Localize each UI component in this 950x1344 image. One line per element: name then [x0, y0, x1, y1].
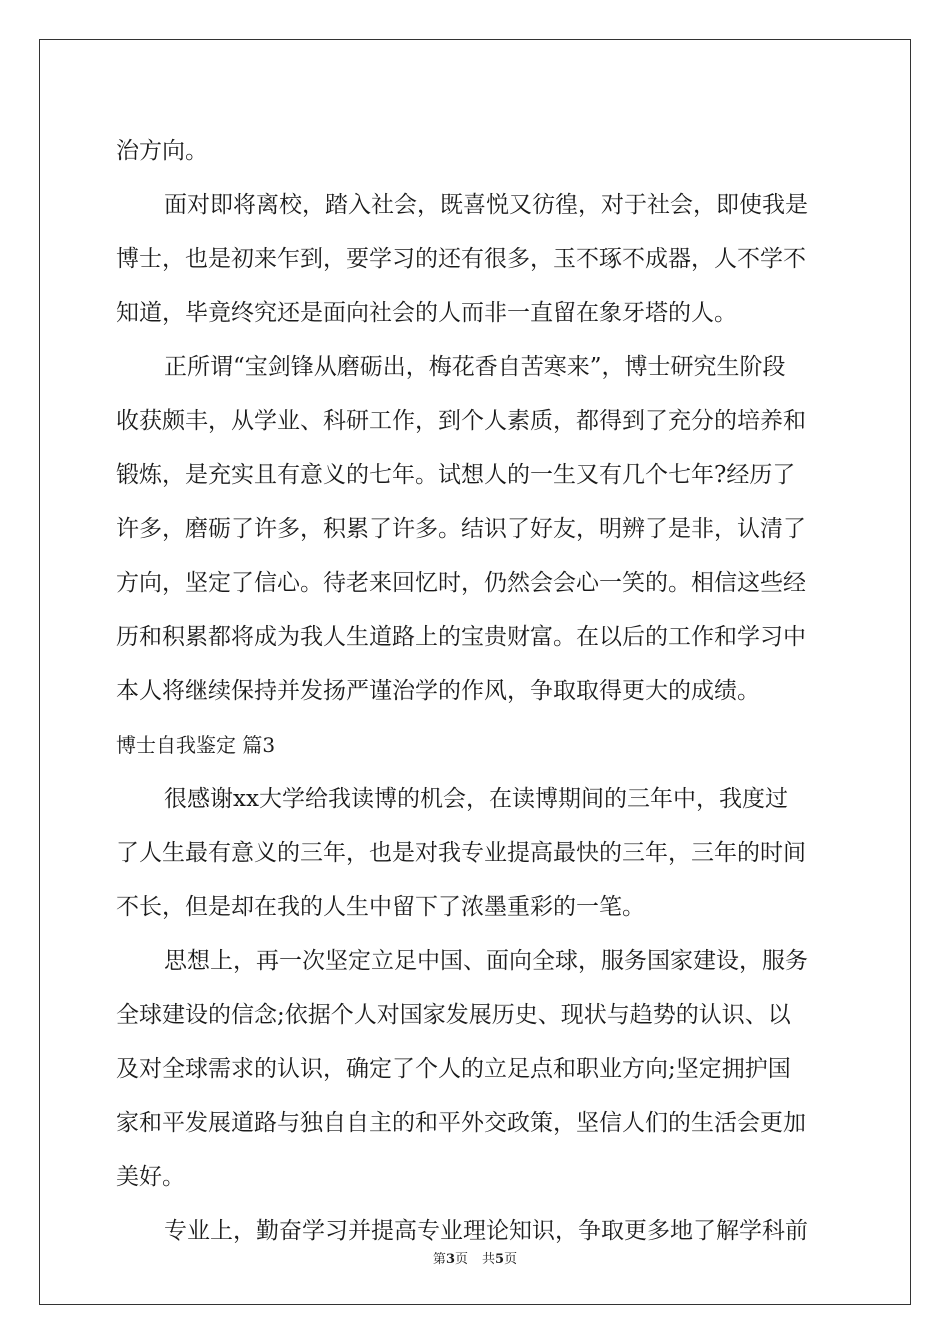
text-line: 正所谓“宝剑锋从磨砺出，梅花香自苦寒来”，博士研究生阶段: [164, 354, 786, 380]
text-line: 治方向。: [116, 138, 208, 164]
footer-page-suffix: 页: [454, 1252, 468, 1267]
footer-prefix: 第: [432, 1252, 446, 1267]
total-page-count: 5: [495, 1252, 505, 1267]
text-line: 全球建设的信念;依据个人对国家发展历史、现状与趋势的认识、以: [116, 1002, 791, 1028]
text-line: 美好。: [116, 1164, 185, 1190]
text-line: 及对全球需求的认识，确定了个人的立足点和职业方向;坚定拥护国: [116, 1056, 791, 1082]
text-line: 面对即将离校，踏入社会，既喜悦又彷徨，对于社会，即使我是: [164, 192, 808, 218]
footer-total-suffix: 页: [504, 1252, 518, 1267]
text-line: 历和积累都将成为我人生道路上的宝贵财富。在以后的工作和学习中: [116, 624, 806, 650]
text-line: 博士，也是初来乍到，要学习的还有很多，玉不琢不成器，人不学不: [116, 246, 806, 272]
text-line: 锻炼，是充实且有意义的七年。试想人的一生又有几个七年?经历了: [116, 462, 796, 488]
text-line: 许多，磨砺了许多，积累了许多。结识了好友，明辨了是非，认清了: [116, 516, 806, 542]
text-line: 本人将继续保持并发扬严谨治学的作风，争取取得更大的成绩。: [116, 678, 760, 704]
text-line: 方向，坚定了信心。待老来回忆时，仍然会会心一笑的。相信这些经: [116, 570, 806, 596]
text-line: 专业上，勤奋学习并提高专业理论知识，争取更多地了解学科前: [164, 1218, 808, 1244]
text-line: 家和平发展道路与独自自主的和平外交政策，坚信人们的生活会更加: [116, 1110, 806, 1136]
text-line: 了人生最有意义的三年，也是对我专业提高最快的三年，三年的时间: [116, 840, 806, 866]
document-body: [116, 124, 832, 1258]
footer-total-prefix: 共: [482, 1252, 496, 1267]
section-heading: 博士自我鉴定 篇3: [116, 733, 276, 757]
current-page-number: 3: [445, 1252, 455, 1267]
text-line: 思想上，再一次坚定立足中国、面向全球，服务国家建设，服务: [164, 948, 808, 974]
text-line: 不长，但是却在我的人生中留下了浓墨重彩的一笔。: [116, 894, 645, 920]
text-line: 收获颇丰，从学业、科研工作，到个人素质，都得到了充分的培养和: [116, 408, 806, 434]
page-footer: [0, 1248, 950, 1267]
text-line: 知道，毕竟终究还是面向社会的人而非一直留在象牙塔的人。: [116, 300, 737, 326]
text-line: 很感谢xx大学给我读博的机会，在读博期间的三年中，我度过: [164, 786, 788, 812]
